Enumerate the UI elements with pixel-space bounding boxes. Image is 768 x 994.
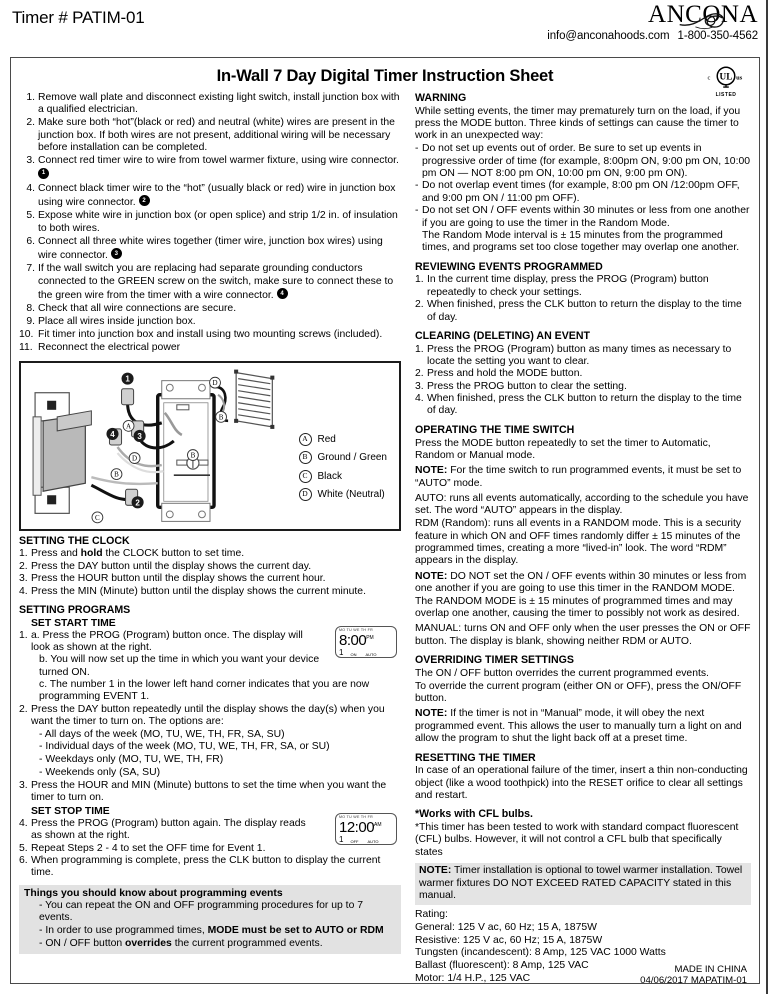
lcd-days: MO TU WE TH FR bbox=[339, 814, 374, 819]
lcd-event-number: 1 bbox=[339, 835, 344, 845]
step-number: 9. bbox=[26, 316, 35, 328]
svg-text:UL: UL bbox=[719, 71, 733, 82]
svg-text:1: 1 bbox=[125, 374, 130, 384]
list-item bbox=[19, 92, 401, 117]
reviewing-heading: REVIEWING EVENTS PROGRAMMED bbox=[415, 260, 603, 273]
legend-item bbox=[299, 488, 387, 501]
svg-text:D: D bbox=[212, 378, 218, 387]
operating-heading: OPERATING THE TIME SWITCH bbox=[415, 423, 575, 436]
right-column bbox=[411, 92, 751, 986]
overriding-heading: OVERRIDING TIMER SETTINGS bbox=[415, 654, 574, 667]
rating-line: Ballast (fluorescent): 8 Amp, 125 VAC bbox=[415, 960, 589, 972]
step-number: 10. bbox=[19, 329, 34, 341]
setting-programs-heading: SETTING PROGRAMS bbox=[19, 603, 131, 616]
note-label: NOTE: bbox=[415, 708, 448, 720]
list-item bbox=[19, 210, 401, 235]
operating-note-1: NOTE: For the time switch to run programmed events, it must be set to “AUTO” mode. bbox=[415, 465, 742, 489]
towel-warmer-note bbox=[415, 863, 751, 905]
ancona-logo bbox=[648, 2, 758, 27]
set-stop-time-subheading: SET STOP TIME bbox=[31, 805, 110, 817]
step-text: Connect black timer wire to the “hot” (usually black or red) wire in junction box using wire connector. bbox=[38, 182, 396, 209]
wire-marker-4: 4 bbox=[277, 288, 288, 299]
installation-steps-list bbox=[19, 92, 401, 355]
step-text: Place all wires inside junction box. bbox=[38, 316, 196, 328]
warning-bullet: - Do not overlap event times (for example, 8:00 pm ON /12:00pm OFF, and 9:00 pm ON / 11:00 pm OFF). bbox=[415, 180, 740, 204]
clock-step: 1. Press and hold the CLOCK button to set time. bbox=[19, 548, 245, 560]
program-step: 4. Press the PROG (Program) button again. The display reads as shown at the right. bbox=[19, 817, 306, 842]
lcd-meridiem: AM bbox=[374, 822, 382, 829]
lcd-state: ON bbox=[350, 652, 357, 658]
resetting-heading: RESETTING THE TIMER bbox=[415, 751, 536, 764]
resetting-body: In case of an operational failure of the timer, insert a thin non-conducting object (like a wood toothpick) into the RESET orifice to clear all settings and restart. bbox=[415, 765, 748, 801]
legend-letter-a: A bbox=[299, 433, 312, 446]
rating-line: General: 125 V ac, 60 Hz; 15 A, 1875W bbox=[415, 921, 597, 933]
day-option: - Weekdays only (MO, TU, WE, TH, FR) bbox=[39, 754, 224, 766]
page-header bbox=[0, 0, 766, 57]
ul-listed-label: LISTED bbox=[715, 92, 737, 98]
legend-letter-b: B bbox=[299, 451, 312, 464]
lcd-meridiem: PM bbox=[366, 635, 374, 642]
clearing-step: 3. Press the PROG button to clear the setting. bbox=[415, 380, 627, 392]
note-label: NOTE: bbox=[415, 570, 448, 582]
note-label: NOTE: bbox=[419, 865, 452, 877]
program-step: 1. a. Press the PROG (Program) button once. The display will look as shown at the right. bbox=[19, 629, 303, 653]
ul-listed-mark bbox=[703, 64, 749, 98]
svg-text:4: 4 bbox=[110, 429, 115, 439]
svg-text:3: 3 bbox=[137, 431, 142, 441]
lcd-state: OFF bbox=[350, 839, 359, 845]
things-item: - You can repeat the ON and OFF programming procedures for up to 7 events. bbox=[39, 899, 364, 924]
overriding-line-1: The ON / OFF button overrides the current programmed events. bbox=[415, 667, 709, 679]
step-number: 5. bbox=[26, 210, 35, 222]
legend-label-b: Ground / Green bbox=[317, 452, 387, 464]
svg-text:A: A bbox=[126, 422, 132, 431]
overriding-line-2: To override the current program (either ON or OFF), press the ON/OFF button. bbox=[415, 680, 742, 705]
contact-line bbox=[547, 30, 758, 42]
reviewing-step: 1. In the current time display, press the PROG (Program) button repeatedly to check your settings. bbox=[415, 274, 709, 298]
program-step: 6. When programming is complete, press the CLK button to display the current time. bbox=[19, 854, 381, 879]
lcd-footer bbox=[339, 649, 393, 657]
operating-auto: AUTO: runs all events automatically, according to the schedule you have set. The word “AUTO” appears in the display. bbox=[415, 493, 749, 517]
list-item bbox=[19, 316, 401, 328]
step-text: Connect all three white wires together (timer wire, junction box wires) using wire connector. bbox=[38, 235, 383, 262]
lcd-event-number: 1 bbox=[339, 648, 344, 658]
warning-intro: While setting events, the timer may prematurely turn on the load, if you press the MODE button. Three kinds of settings can cause the timer to work in an unexpected way: bbox=[415, 105, 741, 142]
cul-us-icon bbox=[703, 64, 749, 88]
step-text: If the wall switch you are replacing had separate grounding conductors connected to the GREEN screw on the switch, make sure to connect these to the green wire from the timer with a wire connector. bbox=[38, 263, 394, 302]
lcd-display-start bbox=[335, 626, 397, 658]
clearing-heading: CLEARING (DELETING) AN EVENT bbox=[415, 329, 590, 342]
legend-letter-d: D bbox=[299, 488, 312, 501]
ul-us-letters: us bbox=[736, 74, 743, 82]
list-item bbox=[19, 155, 401, 182]
lcd-mode: AUTO bbox=[367, 839, 379, 845]
clock-step: 3. Press the HOUR button until the display shows the current hour. bbox=[19, 573, 326, 585]
ul-c-letter: c bbox=[707, 74, 711, 82]
warning-tail: The Random Mode interval is ± 15 minutes from the programmed times, and programs set too close together may overlap one another. bbox=[422, 229, 740, 254]
wire-marker-3: 3 bbox=[111, 248, 122, 259]
clearing-step: 2. Press and hold the MODE button. bbox=[415, 368, 583, 380]
setting-clock-heading: SETTING THE CLOCK bbox=[19, 534, 130, 547]
contact-phone[interactable]: 1-800-350-4562 bbox=[677, 30, 758, 42]
list-item bbox=[19, 236, 401, 263]
legend-label-a: Red bbox=[317, 433, 336, 445]
program-step-b: b. You will now set up the time in which you want your device turned ON. bbox=[39, 654, 320, 678]
day-option: - Individual days of the week (MO, TU, WE, TH, FR, SA, or SU) bbox=[39, 741, 330, 753]
step-number: 3. bbox=[26, 155, 35, 167]
document-id: Timer # PATIM-01 bbox=[12, 8, 145, 27]
cfl-heading: *Works with CFL bulbs. bbox=[415, 808, 533, 821]
legend-label-c: Black bbox=[317, 470, 342, 482]
lcd-mode: AUTO bbox=[365, 652, 377, 658]
list-item bbox=[19, 263, 401, 302]
list-item bbox=[19, 183, 401, 210]
step-number: 1. bbox=[26, 92, 35, 103]
clock-step: 4. Press the MIN (Minute) button until the display shows the current minute. bbox=[19, 585, 366, 597]
revision-label: 04/06/2017 MAPATIM-01 bbox=[640, 974, 747, 986]
set-start-time-subheading: SET START TIME bbox=[31, 617, 116, 629]
page-title: In-Wall 7 Day Digital Timer Instruction Sheet bbox=[216, 67, 554, 85]
things-to-know-title: Things you should know about programming events bbox=[24, 887, 283, 899]
wire-marker-1: 1 bbox=[38, 168, 49, 179]
diagram-legend bbox=[299, 433, 387, 507]
list-item bbox=[19, 117, 401, 154]
step-text: Reconnect the electrical power bbox=[38, 342, 181, 354]
step-text: Expose white wire in junction box (or open splice) and strip 1/2 in. of insulation to both wires. bbox=[38, 210, 398, 234]
warning-heading: WARNING bbox=[415, 92, 467, 104]
step-text: Fit timer into junction box and install using two mounting screws (included). bbox=[38, 329, 383, 341]
list-item bbox=[19, 303, 401, 315]
rating-line: Resistive: 125 V ac, 60 Hz; 15 A, 1875W bbox=[415, 934, 603, 946]
rating-line: Motor: 1/4 H.P., 125 VAC bbox=[415, 973, 531, 985]
cfl-body: *This timer has been tested to work with standard compact fluorescent (CFL) bulbs. However, it will not control a CFL bulb that specifically states bbox=[415, 822, 739, 858]
legend-label-d: White (Neutral) bbox=[317, 489, 385, 501]
warning-bullet: - Do not set up events out of order. Be sure to set up events in progressive order of time (for example, 8:00pm ON, 9:00 pm ON, 10:00 pm ON — NOT 8:00 pm ON, 10:00 pm ON, 9:00 pm ON). bbox=[415, 143, 751, 180]
svg-text:C: C bbox=[95, 513, 100, 522]
step-number: 8. bbox=[26, 303, 35, 315]
step-number: 7. bbox=[26, 263, 35, 275]
step-number: 11. bbox=[19, 342, 33, 354]
two-column-body bbox=[19, 92, 751, 986]
content-frame bbox=[10, 57, 760, 984]
things-item: - ON / OFF button overrides the current programmed events. bbox=[39, 937, 323, 949]
warning-bullet: - Do not set ON / OFF events within 30 minutes or less from one another if you are going to use the timer in the Random Mode. bbox=[415, 205, 750, 229]
wiring-diagram bbox=[19, 361, 401, 531]
operating-intro: Press the MODE button repeatedly to set the timer to Automatic, Random or Manual mode. bbox=[415, 437, 711, 461]
step-text: Connect red timer wire to wire from towel warmer fixture, using wire connector. bbox=[38, 155, 399, 167]
brand-wordmark: ANCONA bbox=[648, 1, 758, 28]
svg-text:D: D bbox=[132, 454, 138, 463]
left-column bbox=[19, 92, 401, 986]
list-item bbox=[19, 329, 401, 341]
clearing-step: 4. When finished, press the CLK button to return the display to the time of day. bbox=[415, 393, 742, 417]
program-step: 5. Repeat Steps 2 - 4 to set the OFF time for Event 1. bbox=[19, 842, 266, 854]
clearing-step: 1. Press the PROG (Program) button as many times as necessary to locate the setting you want to clear. bbox=[415, 343, 732, 367]
lcd-display-stop bbox=[335, 813, 397, 845]
svg-text:2: 2 bbox=[135, 498, 140, 508]
lcd-days: MO TU WE TH FR bbox=[339, 627, 374, 632]
step-text: Remove wall plate and disconnect existing light switch, install junction box with a qualified electrician. bbox=[38, 92, 400, 116]
note-label: NOTE: bbox=[415, 465, 448, 477]
step-number: 4. bbox=[26, 182, 35, 194]
lcd-time: $12:00^{AM}$ bbox=[339, 819, 382, 837]
day-option: - All days of the week (MO, TU, WE, TH, FR, SA, SU) bbox=[39, 728, 285, 740]
program-step: 2. Press the DAY button repeatedly until the display shows the day(s) when you want the timer to turn on. The options are: bbox=[19, 703, 385, 728]
step-number: 2. bbox=[26, 117, 35, 129]
program-step-c: c. The number 1 in the lower left hand corner indicates that you are now programming EVENT 1. bbox=[39, 679, 370, 703]
step-text: Check that all wire connections are secure. bbox=[38, 303, 237, 315]
legend-item bbox=[299, 470, 387, 483]
operating-rdm: RDM (Random): runs all events in a RANDOM mode. This is a security feature in which ON and OFF times randomly differ ± 15 minutes of the programmed times, creating a more “lived-in” look. The word “RDM” appears in the display. bbox=[415, 518, 742, 567]
reviewing-step: 2. When finished, press the CLK button to return the display to the time of day. bbox=[415, 299, 742, 323]
operating-manual: MANUAL: turns ON and OFF only when the user presses the ON or OFF button. The display is blank, showing neither RDM or AUTO. bbox=[415, 623, 751, 647]
contact-email[interactable]: info@anconahoods.com bbox=[547, 30, 670, 42]
legend-letter-c: C bbox=[299, 470, 312, 483]
operating-note-2: NOTE: DO NOT set the ON / OFF events within 30 minutes or less from one another if you are going to use this timer in the RANDOM MODE. The RANDOM MODE is ± 15 minutes of programmed times and may overlap one another, causing the timer to possibly not work as desired. bbox=[415, 570, 747, 619]
clock-step: 2. Press the DAY button until the display shows the current day. bbox=[19, 560, 312, 572]
svg-text:B: B bbox=[114, 470, 119, 479]
step-text: Make sure both “hot”(black or red) and neutral (white) wires are present in the junction box. If both wires are not present, additional wiring will be necessary before installation can be completed. bbox=[38, 117, 395, 154]
svg-text:B: B bbox=[218, 413, 224, 422]
step-number: 6. bbox=[26, 235, 35, 247]
things-item: - In order to use programmed times, MODE must be set to AUTO or RDM bbox=[39, 924, 384, 936]
day-option: - Weekends only (SA, SU) bbox=[39, 767, 161, 779]
lcd-time: $8:00^{PM}$ bbox=[339, 632, 374, 650]
rating-block bbox=[415, 909, 751, 986]
legend-item bbox=[299, 433, 387, 446]
towel-note-body: Timer installation is optional to towel warmer installation. Towel warmer fixtures DO NOT EXCEED RATED CAPACITY stated in this manual. bbox=[419, 865, 743, 901]
brand-block bbox=[547, 2, 758, 42]
list-item bbox=[19, 342, 401, 354]
svg-text:B: B bbox=[190, 451, 196, 460]
made-in-label: MADE IN CHINA bbox=[674, 963, 747, 975]
rating-heading: Rating: bbox=[415, 908, 448, 920]
things-to-know-box bbox=[19, 885, 401, 954]
wire-marker-2: 2 bbox=[139, 195, 150, 206]
rating-line: Tungsten (incandescent): 8 Amp, 125 VAC 1000 Watts bbox=[415, 947, 666, 959]
program-step: 3. Press the HOUR and MIN (Minute) buttons to set the time when you want the timer to turn on. bbox=[19, 780, 387, 804]
overriding-note: NOTE: If the timer is not in “Manual” mode, it will obey the next programmed event. This allows the user to manually turn a light on and allow the program to shut the light back off at a preset time. bbox=[415, 708, 742, 745]
legend-item bbox=[299, 451, 387, 464]
